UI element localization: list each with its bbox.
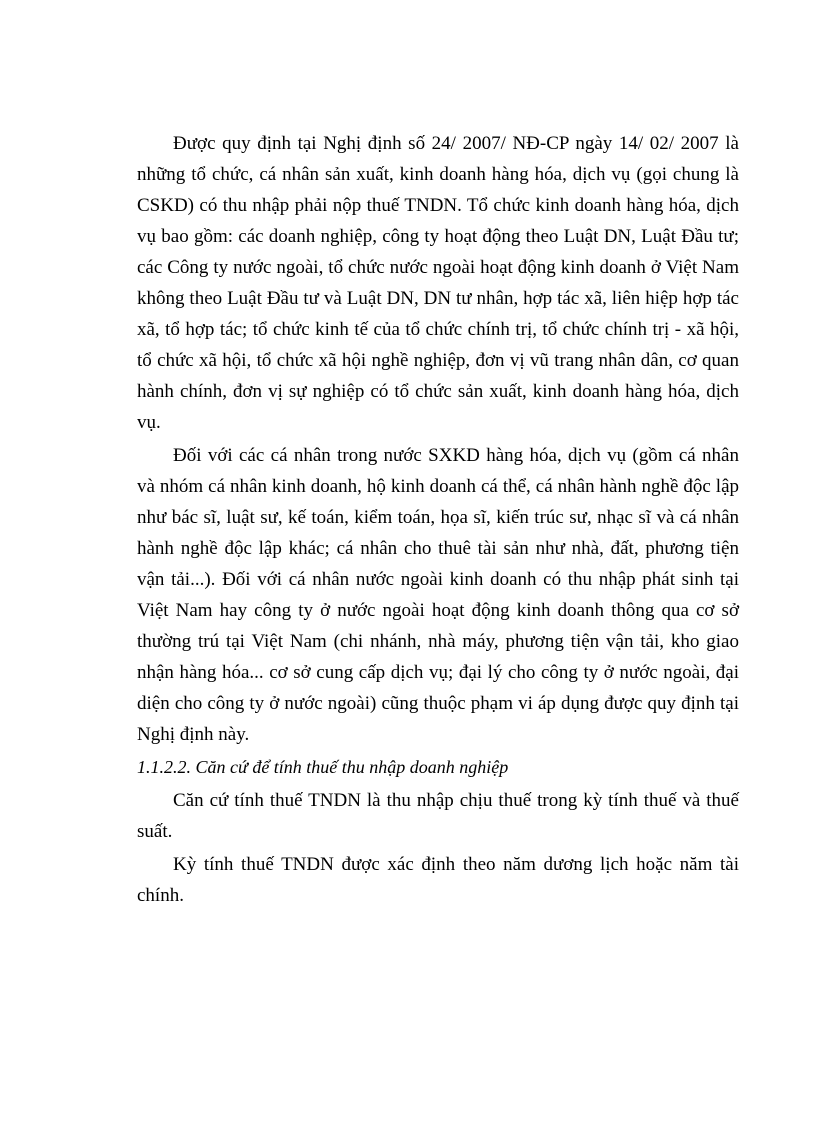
paragraph-taxpayers-organizations: Được quy định tại Nghị định số 24/ 2007/ NĐ-CP ngày 14/ 02/ 2007 là những tổ chức, cá nhân sản xuất, kinh doanh hàng hóa, dịch vụ (gọi chung là CSKD) có thu nhập phải nộp thuế TNDN. Tổ chức kinh doanh hàng hóa, dịch vụ bao gồm: các doanh nghiệp, công ty hoạt động theo Luật DN, Luật Đầu tư; các Công ty nước ngoài, tổ chức nước ngoài hoạt động kinh doanh ở Việt Nam không theo Luật Đầu tư và Luật DN, DN tư nhân, hợp tác xã, liên hiệp hợp tác xã, tổ hợp tác; tổ chức kinh tế của tổ chức chính trị, tổ chức chính trị - xã hội, tổ chức xã hội, tổ chức xã hội nghề nghiệp, đơn vị vũ trang nhân dân, cơ quan hành chính, đơn vị sự nghiệp có tổ chức sản xuất, kinh doanh hàng hóa, dịch vụ. xyxy=(137,133,739,433)
paragraph-tax-basis: Căn cứ tính thuế TNDN là thu nhập chịu thuế trong kỳ tính thuế và thuế suất. xyxy=(137,790,739,842)
section-heading: 1.1.2.2. Căn cứ để tính thuế thu nhập doanh nghiệp xyxy=(137,757,509,777)
paragraph-tax-period: Kỳ tính thuế TNDN được xác định theo năm dương lịch hoặc năm tài chính. xyxy=(137,854,739,906)
paragraph-taxpayers-individuals: Đối với các cá nhân trong nước SXKD hàng hóa, dịch vụ (gồm cá nhân và nhóm cá nhân kinh doanh, hộ kinh doanh cá thể, cá nhân hành nghề độc lập như bác sĩ, luật sư, kế toán, kiểm toán, họa sĩ, kiến trúc sư, nhạc sĩ và cá nhân hành nghề độc lập khác; cá nhân cho thuê tài sản như nhà, đất, phương tiện vận tải...). Đối với cá nhân nước ngoài kinh doanh có thu nhập phát sinh tại Việt Nam hay công ty ở nước ngoài hoạt động kinh doanh thông qua cơ sở thường trú tại Việt Nam (chi nhánh, nhà máy, phương tiện vận tải, kho giao nhận hàng hóa... cơ sở cung cấp dịch vụ; đại lý cho công ty ở nước ngoài, đại diện cho công ty ở nước ngoài) cũng thuộc phạm vi áp dụng được quy định tại Nghị định này. xyxy=(137,445,739,745)
document-body xyxy=(137,128,739,913)
